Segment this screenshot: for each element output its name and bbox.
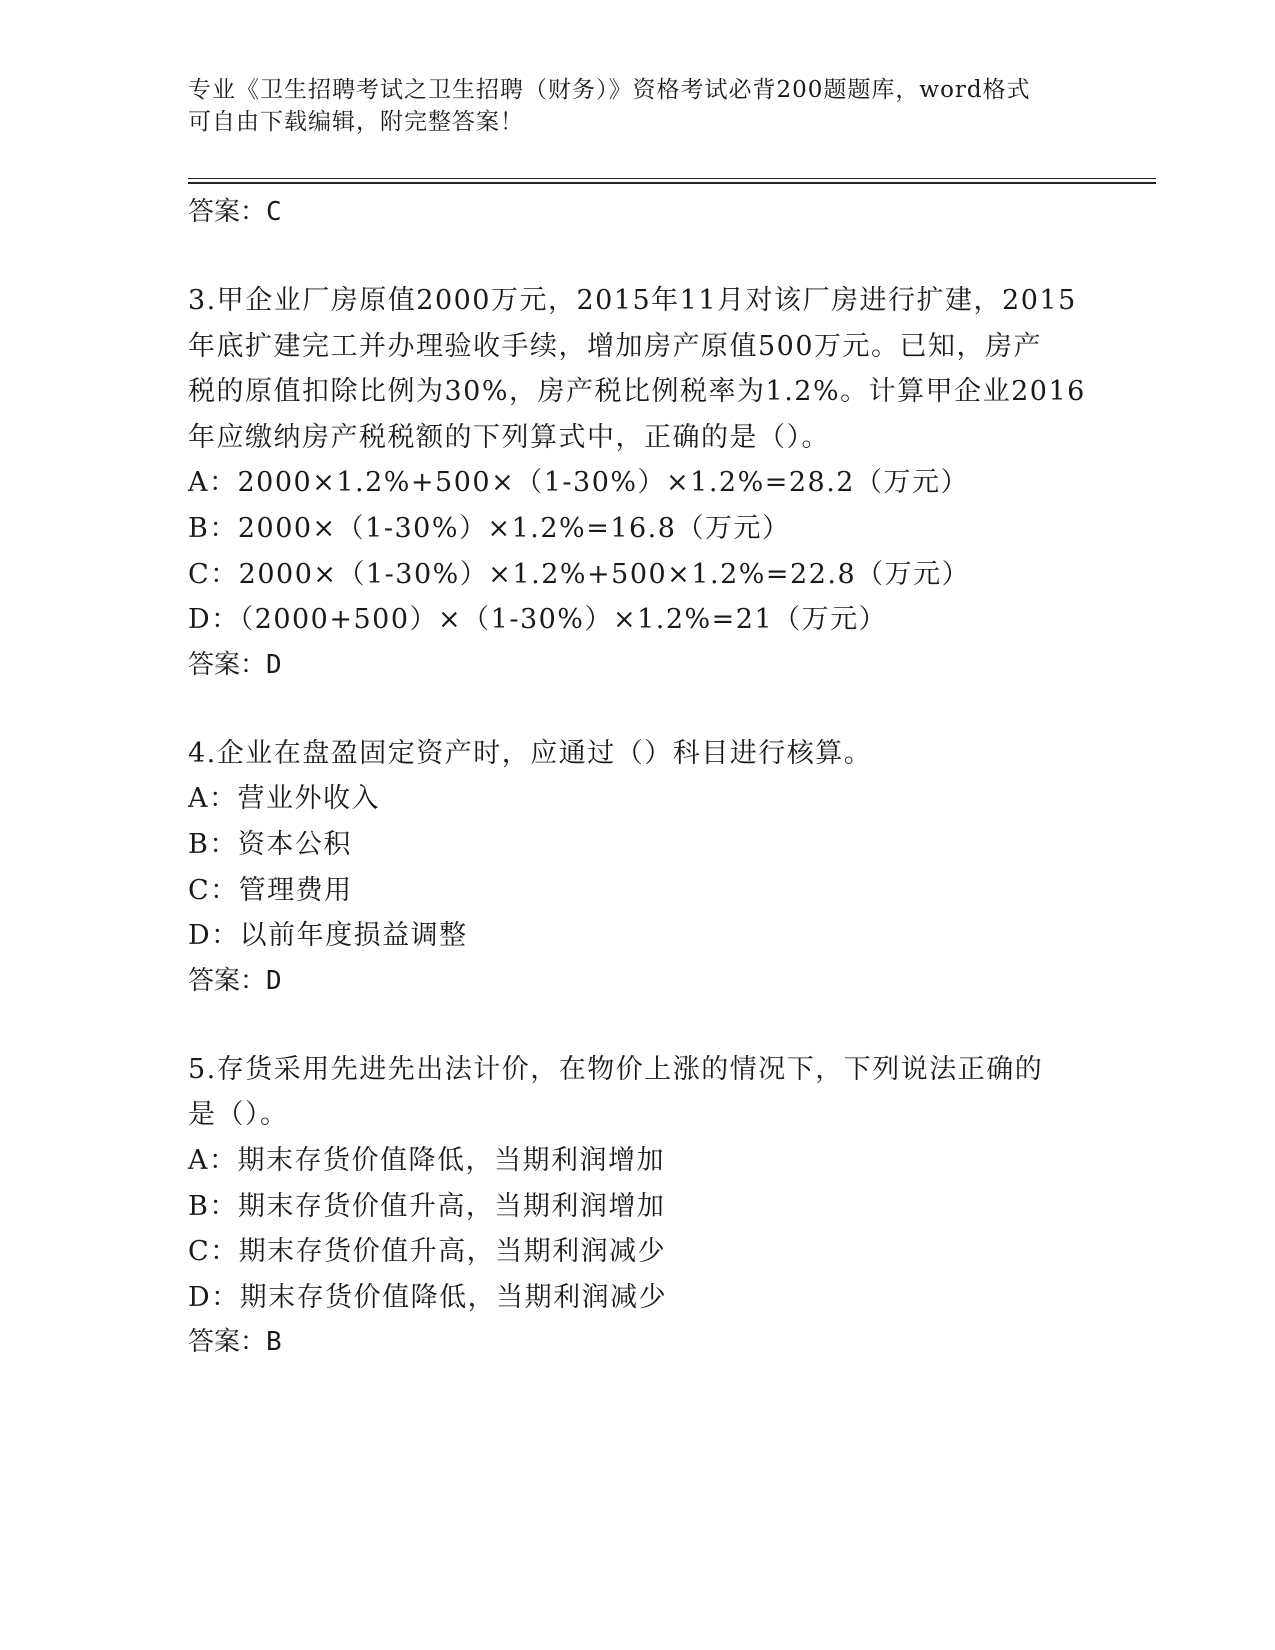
question-stem-line: 5.存货采用先进先出法计价，在物价上涨的情况下，下列说法正确的 (188, 1053, 1044, 1085)
option-c: C：管理费用 (188, 874, 353, 906)
header-line-2: 可自由下载编辑，附完整答案！ (188, 109, 524, 135)
question-stem-line: 3.甲企业厂房原值2000万元，2015年11月对该厂房进行扩建，2015 (188, 285, 1077, 316)
option-a: A：期末存货价值降低，当期利润增加 (188, 1144, 665, 1176)
option-d: D：期末存货价值降低，当期利润减少 (188, 1281, 668, 1313)
question-stem-line: 是（）。 (188, 1099, 289, 1131)
answer-line: 答案：D (188, 649, 282, 680)
question-stem-line: 税的原值扣除比例为30%，房产税比例税率为1.2%。计算甲企业2016 (188, 376, 1086, 408)
option-b: B：2000×（1-30%）×1.2%=16.8（万元） (188, 512, 791, 544)
question-content (188, 190, 1088, 1364)
option-a: A：营业外收入 (188, 783, 380, 815)
option-d: D：（2000+500）×（1-30%）×1.2%=21（万元） (188, 604, 888, 636)
answer-line: 答案：B (188, 1327, 282, 1358)
question-block (188, 278, 1088, 687)
header-line-1: 专业《卫生招聘考试之卫生招聘（财务）》资格考试必背200题题库，word格式 (188, 77, 1031, 103)
document-header (188, 74, 1068, 138)
option-c: C：2000×（1-30%）×1.2%+500×1.2%=22.8（万元） (188, 558, 971, 590)
question-block (188, 731, 1088, 1003)
question-stem-line: 4.企业在盘盈固定资产时，应通过（）科目进行核算。 (188, 737, 873, 769)
option-d: D：以前年度损益调整 (188, 920, 468, 952)
header-divider-thin (188, 178, 1156, 179)
header-divider-thick (188, 182, 1156, 184)
answer-line: 答案：C (188, 197, 282, 227)
question-block (188, 1047, 1088, 1365)
spacer (188, 1003, 1088, 1047)
option-c: C：期末存货价值升高，当期利润减少 (188, 1236, 667, 1268)
spacer (188, 687, 1088, 731)
option-b: B：资本公积 (188, 828, 352, 860)
question-stem-line: 年应缴纳房产税税额的下列算式中，正确的是（）。 (188, 421, 830, 453)
question-stem-line: 年底扩建完工并办理验收手续，增加房产原值500万元。已知，房产 (188, 330, 1043, 362)
answer-line: 答案：D (188, 965, 282, 996)
option-b: B：期末存货价值升高，当期利润增加 (188, 1190, 666, 1222)
option-a: A：2000×1.2%+500×（1-30%）×1.2%=28.2（万元） (188, 467, 969, 499)
spacer (188, 234, 1088, 278)
